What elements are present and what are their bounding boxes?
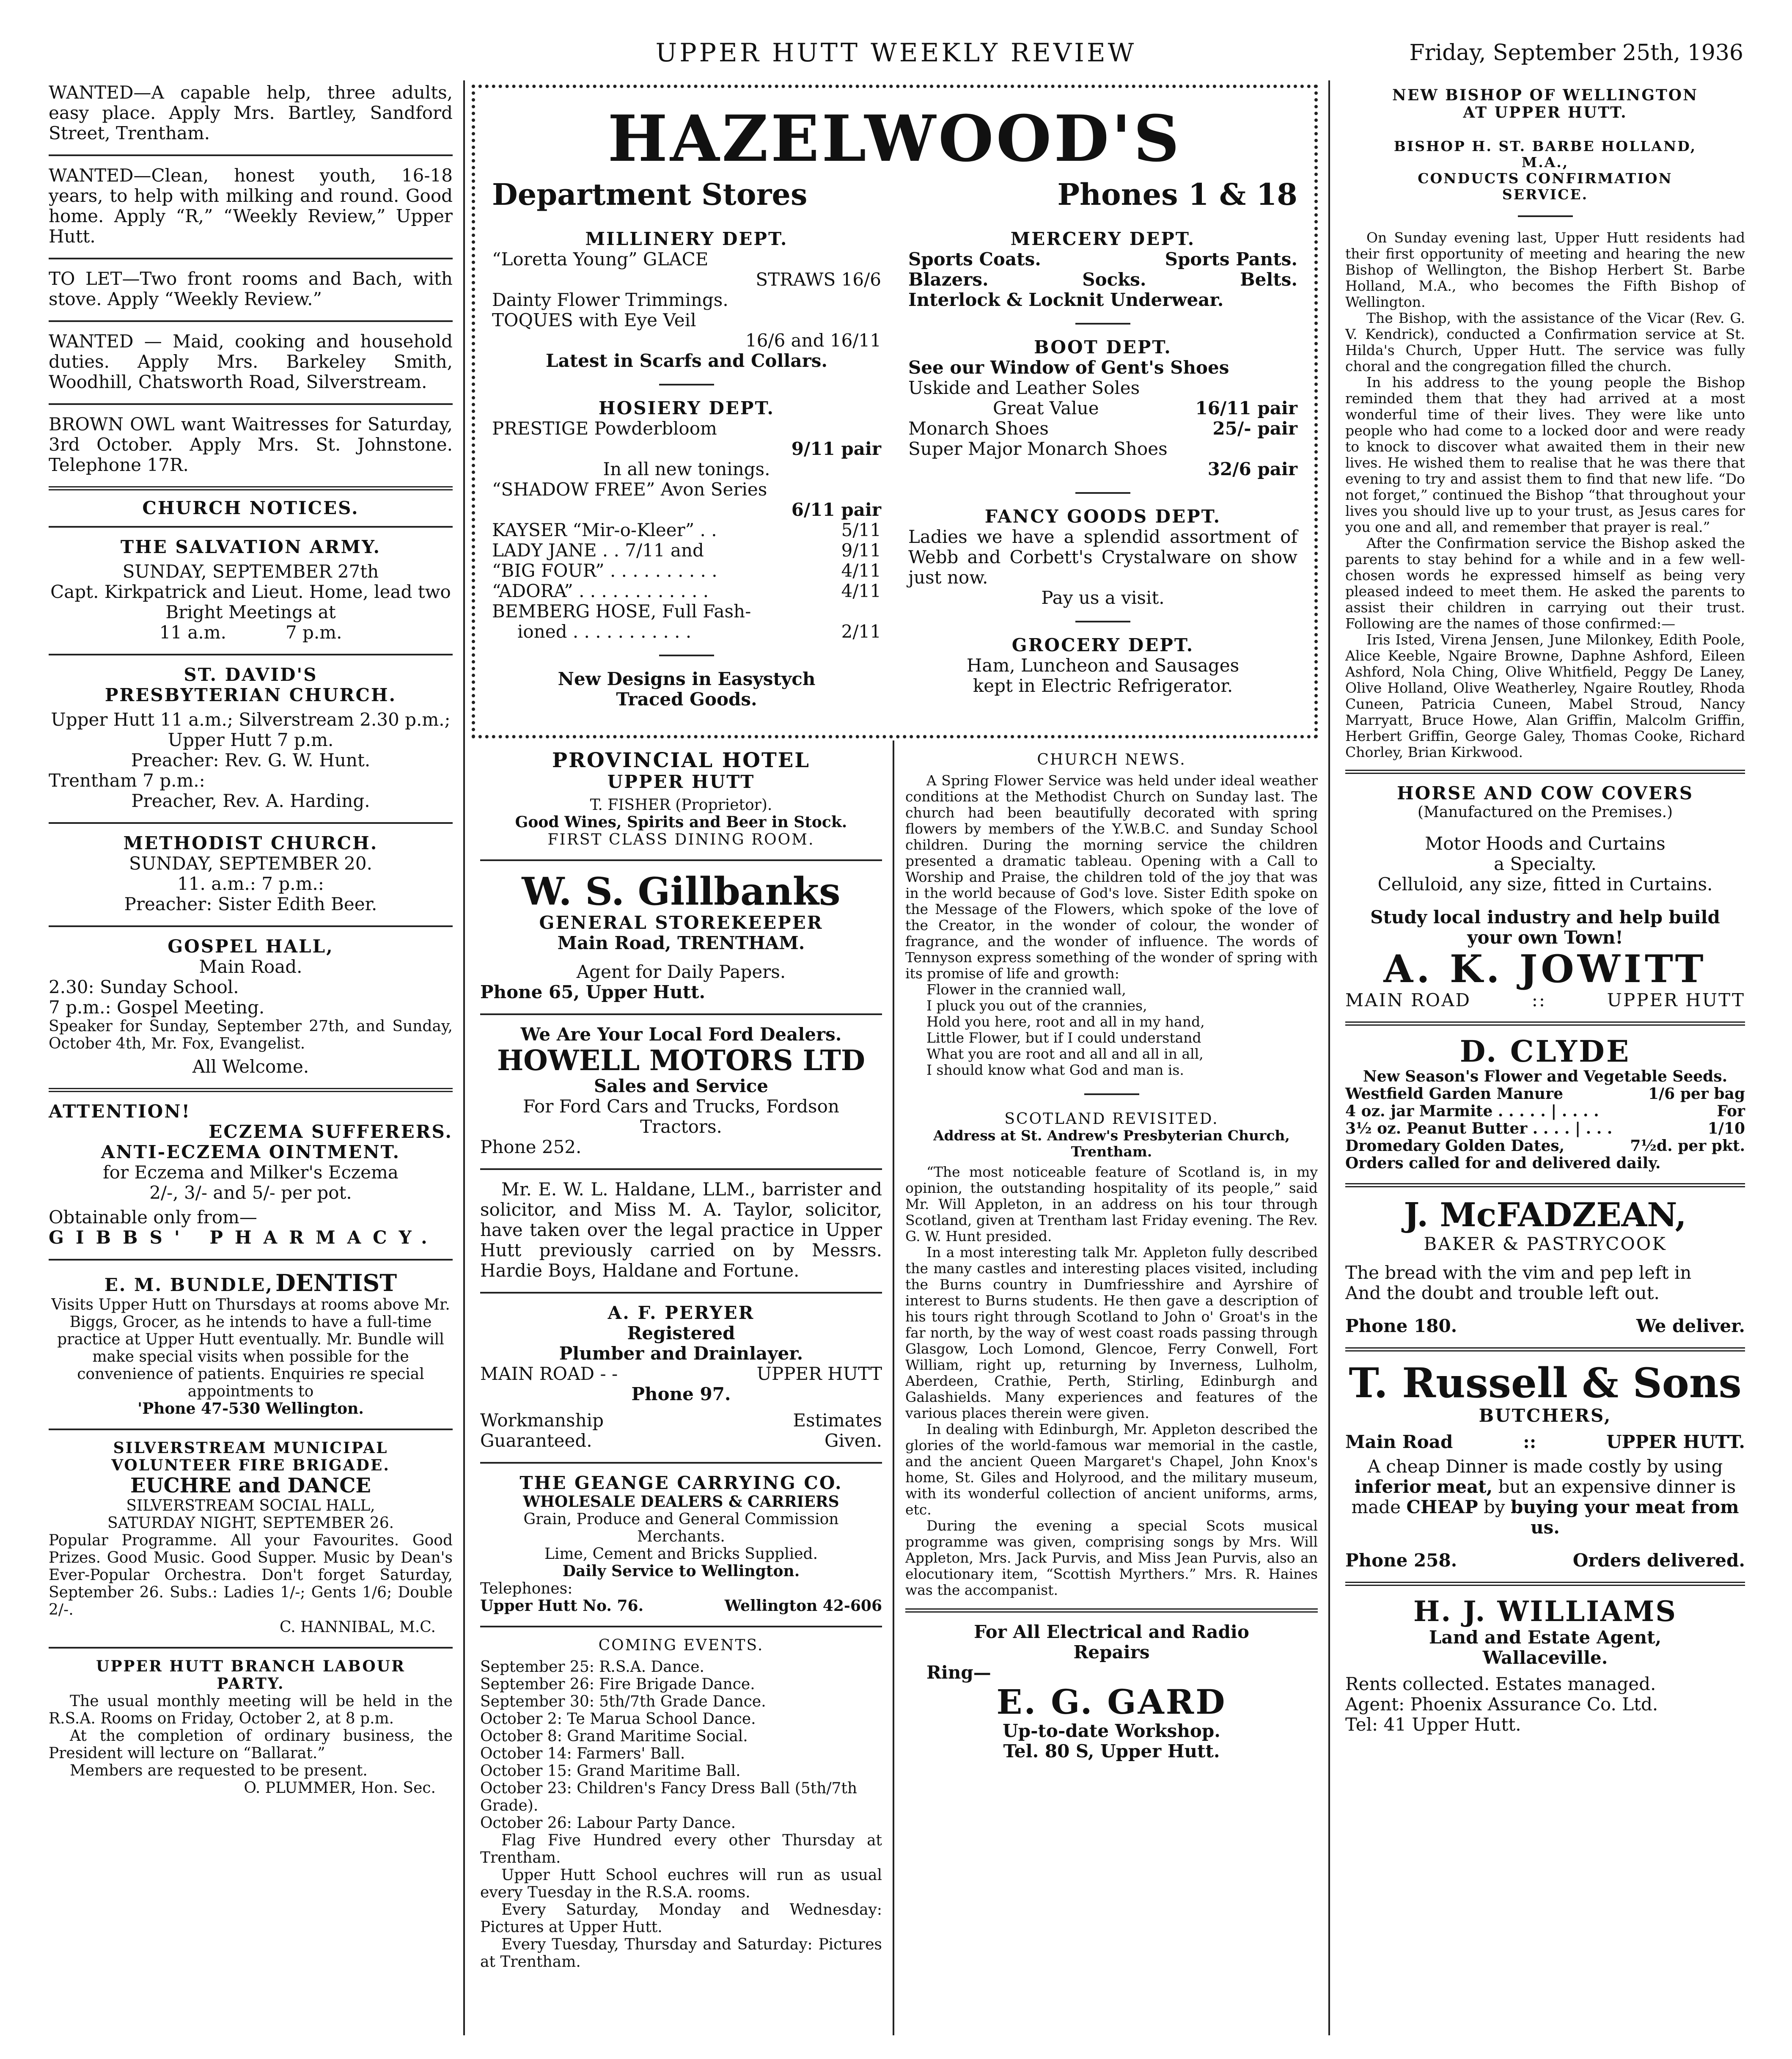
dept-item: Sports Pants.: [1165, 249, 1297, 270]
notice-text: All Welcome.: [192, 1056, 309, 1077]
ad-line: GIBBS' PHARMACY.: [49, 1227, 439, 1248]
ad-title-part: E. M. BUNDLE,: [104, 1274, 273, 1295]
gard-ad: [905, 1613, 1318, 1773]
ad-line: New Season's Flower and Vegetable Seeds.: [1363, 1068, 1728, 1085]
article-paragraph: In his address to the young people the Bishop reminded them that they had arrived at a most wonderful time of their lives. They were like unto people who had come to a locked door and were ready to knock to discover what awaited them in their new lives. He wished them to realise that he was there that evening to try and assist them to find that new life. “Do not forget,” continued the Bishop “that throughout your lives you should live up to your trust, as Jesus cares for you one and all, and remember that prayer is real.”: [1345, 374, 1745, 535]
ad-title: W. S. Gillbanks: [522, 869, 841, 914]
poem-line: Little Flower, but if I could understand: [926, 1030, 1201, 1046]
ad-line: And the doubt and trouble left out.: [1345, 1283, 1660, 1303]
labour-party-notice: [49, 1649, 453, 1808]
notice-times: 11. a.m.: 7 p.m.:: [177, 873, 324, 894]
notice-date: SUNDAY, SEPTEMBER 27th: [122, 561, 379, 582]
classified-ad: [49, 156, 453, 258]
notice-title: THE SALVATION ARMY.: [120, 537, 381, 557]
price-row: [1345, 1085, 1745, 1103]
poem-line: Flower in the crannied wall,: [926, 981, 1126, 998]
heading-text: CHURCH NOTICES.: [142, 498, 359, 518]
ad-line: Up-to-date Workshop.: [1003, 1720, 1220, 1741]
poem-line: I should know what God and man is.: [926, 1062, 1184, 1078]
notice-text: Preacher: Sister Edith Beer.: [124, 894, 377, 914]
dept-line: “Loretta Young” GLACE: [492, 249, 709, 270]
ad-title: EUCHRE and DANCE: [130, 1474, 371, 1497]
ad-text-part: buying your meat from us.: [1511, 1497, 1739, 1538]
classified-ad: [49, 405, 453, 486]
ad-line: Tel: 41 Upper Hutt.: [1345, 1714, 1521, 1735]
ad-line: Plumber and Drainlayer.: [559, 1343, 803, 1364]
dept-heading: HOSIERY DEPT.: [599, 398, 775, 418]
ad-line: For Ford Cars and Trucks, Fordson Tractors.: [523, 1096, 839, 1137]
mcfadzean-ad: [1345, 1187, 1745, 1347]
dept-heading: BOOT DEPT.: [1034, 337, 1172, 358]
russell-ad: [1345, 1352, 1745, 1582]
time-1: 11 a.m.: [159, 622, 226, 643]
article-subheading: Address at St. Andrew's Presbyterian Church, Trentham.: [933, 1127, 1290, 1160]
ad-text-part: inferior meat,: [1354, 1476, 1493, 1497]
dept-line: Pay us a visit.: [1041, 587, 1165, 608]
dept-line: STRAWS 16/6: [756, 269, 881, 290]
ad-row: [1345, 990, 1745, 1010]
middle-left-column: [480, 745, 882, 1982]
ad-line: Workmanship: [480, 1410, 604, 1431]
notice-text: Preacher: Rev. G. W. Hunt.: [131, 750, 371, 771]
ad-line: ::: [1523, 1431, 1536, 1452]
ad-line: Sales and Service: [594, 1076, 769, 1096]
ad-line: 2/-, 3/- and 5/- per pot.: [149, 1182, 352, 1203]
ad-row: [1345, 1550, 1745, 1571]
ad-row: [480, 1597, 882, 1615]
dept-line: Uskide and Leather Soles: [908, 377, 1140, 398]
time-2: 7 p.m.: [285, 622, 342, 643]
event-item: Flag Five Hundred every other Thursday at Trentham.: [480, 1832, 882, 1866]
price-row: [908, 418, 1297, 439]
article-heading: NEW BISHOP OF WELLINGTON: [1392, 86, 1699, 104]
dept-text: Ladies we have a splendid assortment of Webb and Corbett's Crystalware on show just now.: [908, 526, 1297, 588]
ad-line: GENERAL STOREKEEPER: [539, 912, 823, 933]
ad-line: Wellington 42-606: [724, 1597, 882, 1615]
notice-text: Speaker for Sunday, September 27th, and Sunday, October 4th, Mr. Fox, Evangelist.: [49, 1018, 453, 1052]
price-row: [492, 561, 881, 581]
notice-title: ST. DAVID'S: [184, 664, 318, 685]
ad-line: Main Road, TRENTHAM.: [557, 933, 805, 953]
ad-line: Guaranteed.: [480, 1430, 592, 1451]
left-column: [49, 83, 453, 1808]
classified-ad: [49, 322, 453, 403]
dept-item: Sports Coats.: [908, 249, 1041, 270]
ad-line: Study local industry and help build: [1370, 907, 1720, 928]
ad-title: HOWELL MOTORS LTD: [497, 1044, 866, 1077]
price-row: [908, 398, 1297, 418]
ad-line: for Eczema and Milker's Eczema: [103, 1162, 399, 1183]
item-price: 4/11: [841, 581, 881, 601]
article-paragraph: In a most interesting talk Mr. Appleton fully described the many castles and interesting places visited, including the Burns country in Dumfriesshire and Ayrshire of interest to Burns students. He then gave a description of his tours right through Scotland to John o' Groat's in the far north, by the way of west coast roads passing through Glasgow, Loch Lomond, Glencoe, Ferry Conwell, Fort William, right up, returning by Inverness, Lulholm, Aberdeen, Crathie, Perth, Stirling, Edinburgh and Galashields. Many experiences and features of the various places therein were given.: [905, 1244, 1318, 1421]
event-item: October 15: Grand Maritime Ball.: [480, 1762, 741, 1780]
ad-line: MAIN ROAD: [1345, 990, 1471, 1010]
item-name: LADY JANE . . 7/11 and: [492, 540, 704, 561]
ad-row: [1345, 1316, 1745, 1336]
dept-line: 16/6 and 16/11: [745, 330, 881, 351]
provincial-hotel-ad: [480, 745, 882, 859]
gospel-hall-notice: [49, 927, 453, 1088]
dept-heading: MILLINERY DEPT.: [585, 228, 788, 249]
dept-line: Super Major Monarch Shoes: [908, 438, 1168, 459]
ad-text-part: CHEAP: [1406, 1497, 1478, 1517]
ad-title: A. K. JOWITT: [1383, 947, 1707, 991]
haldane-notice: [480, 1170, 882, 1292]
item-name: “ADORA” . . . . . . . . . . . .: [492, 581, 709, 601]
ad-line: Agent: Phoenix Assurance Co. Ltd.: [1345, 1694, 1658, 1715]
price-row: [492, 581, 881, 601]
poem-line: Hold you here, root and all in my hand,: [926, 1013, 1205, 1030]
ad-line: Telephones:: [480, 1580, 573, 1597]
ad-row: [1345, 1432, 1745, 1452]
jowitt-ad: [1345, 774, 1745, 1021]
dept-heading: GROCERY DEPT.: [1011, 635, 1194, 655]
dept-item: Socks.: [1082, 269, 1146, 290]
ad-line: Phone 252.: [480, 1137, 582, 1157]
ad-line: For All Electrical and Radio: [974, 1621, 1249, 1642]
dept-line: BEMBERG HOSE, Full Fash-: [492, 601, 751, 622]
ad-line: We deliver.: [1636, 1316, 1745, 1336]
ad-text-part: by: [1484, 1497, 1505, 1517]
ad-line: Wallaceville.: [1482, 1647, 1608, 1668]
dept-item: Blazers.: [908, 269, 989, 290]
ad-title: E. G. GARD: [996, 1682, 1227, 1722]
peryer-ad: [480, 1294, 882, 1462]
notice-date: SUNDAY, SEPTEMBER 20.: [129, 853, 372, 874]
classified-text: TO LET—Two front rooms and Bach, with stove. Apply “Weekly Review.”: [49, 268, 453, 309]
ad-line: Ring—: [926, 1662, 991, 1683]
right-column: [1345, 87, 1745, 1746]
event-item: October 2: Te Marua School Dance.: [480, 1710, 756, 1728]
ad-line: WHOLESALE DEALERS & CARRIERS: [523, 1493, 839, 1511]
dept-line: Latest in Scarfs and Collars.: [546, 350, 827, 371]
ad-text: Visits Upper Hutt on Thursdays at rooms above Mr. Biggs, Grocer, as he intends to have a full-time practice at Upper Hutt eventually. Mr. Bundle will make special visits when possible for the convenience of patients. Enquiries re special appointments to: [51, 1296, 450, 1400]
store-name: HAZELWOOD'S: [607, 102, 1182, 176]
ad-line: Tel. 80 S, Upper Hutt.: [1003, 1741, 1220, 1762]
item-price: 7½d. per pkt.: [1630, 1137, 1745, 1155]
price-row: [1345, 1103, 1745, 1120]
coming-events: [480, 1627, 882, 1982]
salvation-army-notice: [49, 528, 453, 654]
event-item: Every Tuesday, Thursday and Saturday: Pictures at Trentham.: [480, 1936, 882, 1971]
section-heading: CHURCH NEWS.: [1037, 751, 1186, 768]
dept-line: Dainty Flower Trimmings.: [492, 289, 728, 310]
ad-line: FIRST CLASS DINING ROOM.: [547, 831, 815, 848]
dept-line: Ham, Luncheon and Sausages: [966, 655, 1240, 676]
price-row: [492, 622, 881, 642]
dept-line: 32/6 pair: [1207, 459, 1297, 479]
classified-ad: [49, 259, 453, 320]
ad-line: Repairs: [1073, 1642, 1150, 1663]
store-subheading: [492, 177, 1297, 212]
masthead-title: UPPER HUTT WEEKLY REVIEW: [655, 38, 1137, 68]
dept-line: 9/11 pair: [791, 438, 881, 459]
item-price: 4/11: [841, 560, 881, 581]
item-name: “BIG FOUR” . . . . . . . . . .: [492, 560, 717, 581]
notice-title: METHODIST CHURCH.: [123, 833, 378, 853]
column-divider-2: [1328, 80, 1330, 2035]
article-paragraph: A Spring Flower Service was held under ideal weather conditions at the Methodist Church on Sunday last. The church had been beautifully decorated with spring flowers by members of the Y.W.B.C. and Sunday School children. During the morning service the children presented a dramatic tableau. Opening with a Call to Worship and Praise, the children told of the joy that was in the world because of God's love. Sister Edith spoke on the Message of the Flowers, which spoke of the love of the Creator, in the wonder of colour, the wonder of fragrance, and the wonder of influence. The words of Tennyson express something of the wonder of spring with its promise of life and growth:: [905, 772, 1318, 982]
ad-title: A. F. PERYER: [607, 1302, 755, 1323]
clyde-ad: [1345, 1026, 1745, 1183]
ad-line: ECZEMA SUFFERERS.: [209, 1121, 453, 1142]
notice-title: UPPER HUTT BRANCH LABOUR: [96, 1657, 406, 1675]
ad-title: UPPER HUTT: [607, 771, 755, 792]
classified-text: WANTED — Maid, cooking and household duties. Apply Mrs. Barkeley Smith, Woodhill, Chatsworth Road, Silverstream.: [49, 331, 453, 392]
ad-line: Upper Hutt No. 76.: [480, 1597, 644, 1615]
article-subheading: SERVICE.: [1502, 186, 1589, 203]
notice-text: At the completion of ordinary business, the President will lecture on “Ballarat.”: [49, 1727, 453, 1762]
item-name: 3½ oz. Peanut Butter . . . . | . . .: [1345, 1120, 1613, 1137]
ad-line: Phone 180.: [1345, 1316, 1457, 1336]
item-name: Westfield Garden Manure: [1345, 1085, 1563, 1103]
scotland-article: [905, 1110, 1318, 1598]
poem: [905, 982, 1318, 1078]
notice-text: 2.30: Sunday School.: [49, 977, 239, 997]
dept-line: “SHADOW FREE” Avon Series: [492, 479, 767, 500]
middle-right-column: [905, 751, 1318, 1773]
ad-line: Phone 65, Upper Hutt.: [480, 982, 706, 1002]
ad-line: UPPER HUTT: [1607, 990, 1745, 1010]
price-row: [492, 520, 881, 540]
ad-line: BUTCHERS,: [1479, 1405, 1612, 1426]
item-price: 2/11: [841, 621, 881, 642]
item-name: KAYSER “Mir-o-Kleer” . .: [492, 520, 717, 540]
ad-title: HORSE AND COW COVERS: [1396, 783, 1694, 804]
eczema-ad: [49, 1092, 453, 1259]
notice-text: The usual monthly meeting will be held in the R.S.A. Rooms on Friday, October 2, at 8 p.m.: [49, 1693, 453, 1727]
dept-line: PRESTIGE Powderbloom: [492, 418, 717, 439]
ad-line: SILVERSTREAM SOCIAL HALL,: [126, 1497, 375, 1514]
classified-ad: [49, 83, 453, 154]
ad-line: BAKER & PASTRYCOOK: [1424, 1233, 1667, 1254]
ad-line: Orders delivered.: [1572, 1550, 1745, 1571]
ad-line: Land and Estate Agent,: [1429, 1627, 1662, 1648]
article-heading: AT UPPER HUTT.: [1463, 104, 1627, 121]
dept-line: In all new tonings.: [603, 459, 770, 479]
hazelwoods-left-column: [492, 229, 881, 710]
ad-title: PROVINCIAL HOTEL: [552, 749, 811, 772]
dept-line: See our Window of Gent's Shoes: [908, 357, 1229, 378]
event-item: September 26: Fire Brigade Dance.: [480, 1676, 755, 1693]
howell-motors-ad: [480, 1015, 882, 1168]
item-price: 5/11: [841, 520, 881, 540]
column-divider-3: [893, 740, 894, 2035]
dept-heading: FANCY GOODS DEPT.: [984, 506, 1221, 527]
events-list: [480, 1658, 882, 1971]
ad-title: SILVERSTREAM MUNICIPAL: [113, 1439, 388, 1457]
article-paragraph: After the Confirmation service the Bishop asked the parents to stay behind for a while and in a few well-chosen words he expressed himself as being very pleased indeed to meet them. He asked the parents to assist their children in carrying out their trust. Following are the names of those confirmed:—: [1345, 535, 1745, 632]
event-item: October 14: Farmers' Ball.: [480, 1745, 685, 1762]
classified-text: BROWN OWL want Waitresses for Saturday, 3rd October. Apply Mrs. St. Johnstone. Telephone 17R.: [49, 414, 453, 475]
event-item: Upper Hutt School euchres will run as usual every Tuesday in the R.S.A. rooms.: [480, 1866, 882, 1901]
silverstream-ad: [49, 1430, 453, 1647]
dept-line: kept in Electric Refrigerator.: [973, 675, 1233, 696]
ad-signature: C. HANNIBAL, M.C.: [279, 1619, 436, 1636]
price-row: [492, 540, 881, 561]
hazelwoods-ad: [472, 85, 1318, 738]
williams-ad: [1345, 1586, 1745, 1746]
item-name: Dromedary Golden Dates,: [1345, 1137, 1565, 1155]
notice-text: Mr. E. W. L. Haldane, LLM., barrister and solicitor, and Miss M. A. Taylor, solicitor, have taken over the legal practice in Upper Hutt previously carried on by Messrs. Hardie Boys, Haldane and Fortune.: [480, 1179, 882, 1281]
ad-line: (Manufactured on the Premises.): [1417, 804, 1673, 821]
ad-line: Phone 258.: [1345, 1550, 1457, 1571]
dept-row: [908, 270, 1297, 290]
item-price: 16/11 pair: [1195, 398, 1297, 418]
price-row: [1345, 1120, 1745, 1137]
ad-line: Motor Hoods and Curtains: [1425, 833, 1666, 854]
ad-line: UPPER HUTT: [756, 1363, 882, 1384]
ad-row: [480, 1410, 882, 1431]
notice-text: 7 p.m.: Gospel Meeting.: [49, 997, 265, 1018]
notice-title: PRESBYTERIAN CHURCH.: [104, 685, 397, 705]
section-heading: COMING EVENTS.: [598, 1637, 764, 1654]
classified-text: WANTED—Clean, honest youth, 16-18 years, to help with milking and round. Good home. Apply “R,” “Weekly Review,” Upper Hutt.: [49, 165, 453, 247]
dept-line: Traced Goods.: [616, 689, 757, 710]
dept-line: 6/11 pair: [791, 499, 881, 520]
ad-title: H. J. WILLIAMS: [1413, 1595, 1677, 1628]
ad-line: We Are Your Local Ford Dealers.: [520, 1024, 842, 1045]
ad-line: T. FISHER (Proprietor).: [590, 796, 772, 814]
notice-title: PARTY.: [217, 1675, 285, 1693]
poem-line: What you are root and all and all in all,: [926, 1046, 1204, 1062]
ad-line: Celluloid, any size, fitted in Curtains.: [1377, 874, 1713, 895]
article-heading: SCOTLAND REVISITED.: [1004, 1110, 1219, 1128]
ad-line: UPPER HUTT.: [1606, 1431, 1745, 1452]
ad-line: SATURDAY NIGHT, SEPTEMBER 26.: [107, 1514, 394, 1532]
ad-line: a Specialty.: [1494, 853, 1597, 874]
ad-line: Grain, Produce and General Commission Merchants.: [523, 1511, 839, 1545]
ad-line: Good Wines, Spirits and Beer in Stock.: [515, 813, 847, 831]
dept-row: [908, 249, 1297, 270]
ad-title: D. CLYDE: [1459, 1034, 1631, 1069]
hazelwoods-right-column: [908, 229, 1297, 710]
event-item: September 30: 5th/7th Grade Dance.: [480, 1693, 766, 1710]
dept-line: TOQUES with Eye Veil: [492, 310, 696, 330]
ad-row: [480, 1431, 882, 1451]
article-paragraph: On Sunday evening last, Upper Hutt residents had their first opportunity of meeting and hearing the new Bishop of Wellington, the Bishop Herbert St. Barbe Holland, M.A., who becomes the Fifth Bishop of Wellington.: [1345, 229, 1745, 310]
ad-text-part: A cheap Dinner is made costly by using: [1367, 1456, 1723, 1477]
article-paragraph: During the evening a special Scots musical programme was given, comprising songs by Mrs. Will Appleton, Mrs. Jack Purvis, and Miss Jean Purvis, also an elocutionary item, “Scottish Myrthers.” Mrs. R. Haines was the accompanist.: [905, 1517, 1318, 1598]
store-tagline: Department Stores: [492, 177, 808, 212]
classified-text: WANTED—A capable help, three adults, easy place. Apply Mrs. Bartley, Sandford Street, Trentham.: [49, 82, 453, 143]
store-phones: Phones 1 & 18: [1057, 177, 1297, 212]
event-item: September 25: R.S.A. Dance.: [480, 1658, 704, 1676]
dept-line: New Designs in Easystych: [558, 669, 816, 689]
item-price: For: [1717, 1102, 1745, 1120]
article-subheading: BISHOP H. ST. BARBE HOLLAND,: [1393, 138, 1697, 154]
church-news: [905, 751, 1318, 1078]
methodist-notice: [49, 824, 453, 925]
ad-title-part: DENTIST: [275, 1269, 397, 1297]
item-name: Great Value: [993, 398, 1099, 418]
article-paragraph: Iris Isted, Virena Jensen, June Milonkey, Edith Poole, Alice Keeble, Ngaire Browne, Daphne Ashford, Eileen Ashford, Nola Ching, Olive Whitfield, Peggy De Laney, Olive Holland, Olive Weatherley, Ngaire Routley, Rhoda Cuneen, Patricia Cuneen, Mabel Stroud, Nancy Marryatt, Bruce Howe, Alan Griffin, Malcolm Griffin, Herbert Griffin, George Galey, Thomas Cooke, Richard Chorley, Brian Kirkwood.: [1345, 631, 1745, 760]
ad-line: MAIN ROAD - -: [480, 1363, 618, 1384]
ad-line: The bread with the vim and pep left in: [1345, 1262, 1692, 1283]
ad-line: Orders called for and delivered daily.: [1345, 1154, 1661, 1172]
notice-times: [49, 622, 453, 643]
ad-line: ANTI-ECZEMA OINTMENT.: [101, 1142, 401, 1162]
notice-text: Preacher, Rev. A. Harding.: [131, 790, 370, 811]
poem-line: I pluck you out of the crannies,: [926, 997, 1147, 1014]
column-divider-1: [463, 80, 465, 2035]
ad-line: Phone 97.: [631, 1384, 731, 1404]
item-price: 1/6 per bag: [1648, 1085, 1745, 1103]
bundle-dentist-ad: [49, 1261, 453, 1429]
ad-title: J. McFADZEAN,: [1404, 1196, 1687, 1234]
notice-text: Members are requested to be present.: [70, 1762, 368, 1779]
ad-line: Obtainable only from—: [49, 1207, 257, 1228]
notice-text: Capt. Kirkpatrick and Lieut. Home, lead two Bright Meetings at: [50, 581, 451, 622]
item-price: 9/11: [841, 540, 881, 561]
ad-row: [480, 1364, 882, 1384]
ad-line: Lime, Cement and Bricks Supplied.: [544, 1545, 818, 1563]
event-item: October 23: Children's Fancy Dress Ball (5th/7th Grade).: [480, 1780, 858, 1814]
church-notices-heading: [49, 490, 453, 526]
masthead-date: Friday, September 25th, 1936: [1409, 40, 1743, 66]
ad-line: Given.: [825, 1430, 882, 1451]
price-row: [1345, 1137, 1745, 1155]
article-subheading: CONDUCTS CONFIRMATION: [1418, 170, 1673, 187]
geange-ad: [480, 1464, 882, 1626]
notice-text: Main Road.: [199, 956, 302, 977]
st-davids-notice: [49, 655, 453, 822]
ad-text: Popular Programme. All your Favourites. Good Prizes. Good Music. Good Supper. Music by Dean's Ever-Popular Orchestra. Don't forget Saturday, September 26. Subs.: Ladies 1/-; Gents 1/6; Double 2/-.: [49, 1532, 453, 1619]
ad-text-part: but an expensive dinner is made: [1351, 1476, 1736, 1517]
article-subheading: M.A.,: [1521, 154, 1569, 171]
bishop-article: [1345, 87, 1745, 760]
ad-title: THE GEANGE CARRYING CO.: [519, 1473, 843, 1493]
ad-title: [49, 1270, 453, 1296]
dept-line: Interlock & Locknit Underwear.: [908, 289, 1224, 310]
ad-title: VOLUNTEER FIRE BRIGADE.: [111, 1456, 390, 1474]
notice-text: Trentham 7 p.m.:: [49, 770, 205, 791]
ad-line: Daily Service to Wellington.: [562, 1562, 800, 1580]
item-price: 25/- pair: [1212, 418, 1297, 439]
dept-item: Belts.: [1240, 269, 1297, 290]
ad-line: Registered: [627, 1323, 735, 1343]
event-item: October 8: Grand Maritime Social.: [480, 1728, 748, 1745]
notice-title: GOSPEL HALL,: [168, 936, 334, 957]
dept-heading: MERCERY DEPT.: [1010, 228, 1196, 249]
ad-title: T. Russell & Sons: [1349, 1359, 1742, 1407]
ad-line: Estimates: [793, 1410, 882, 1431]
notice-text: Upper Hutt 11 a.m.; Silverstream 2.30 p.m.; Upper Hutt 7 p.m.: [51, 709, 451, 750]
article-paragraph: The Bishop, with the assistance of the Vicar (Rev. G. V. Kendrick), conducted a Confirmation service at St. Hilda's Church, Upper Hutt. The service was fully choral and the congregation filled the church.: [1345, 310, 1745, 374]
item-name: ioned . . . . . . . . . . .: [517, 621, 692, 642]
item-price: 1/10: [1707, 1120, 1745, 1137]
ad-line: Rents collected. Estates managed.: [1345, 1674, 1656, 1694]
ad-text: [1345, 1456, 1745, 1538]
item-name: 4 oz. jar Marmite . . . . . | . . . .: [1345, 1102, 1599, 1120]
item-name: Monarch Shoes: [908, 418, 1049, 439]
ad-line: your own Town!: [1467, 927, 1623, 948]
article-paragraph: In dealing with Edinburgh, Mr. Appleton described the glories of the world-famous war memorial in the castle, and the ancient Queen Margaret's Chapel, John Knox's home, St. Giles and Holyrood, and the military museum, with its wonderful collection of ancient uniforms, arms, etc.: [905, 1421, 1318, 1518]
ad-line: Main Road: [1345, 1431, 1453, 1452]
article-paragraph: “The most noticeable feature of Scotland is, in my opinion, the outstanding hospitality of its people,” said Mr. Will Appleton, in an address on his tour through Scotland, given at Trentham last Friday evening. The Rev. G. W. Hunt presided.: [905, 1164, 1318, 1244]
event-item: Every Saturday, Monday and Wednesday: Pictures at Upper Hutt.: [480, 1901, 882, 1936]
ad-line: ATTENTION!: [49, 1101, 191, 1122]
ad-line: Agent for Daily Papers.: [576, 961, 786, 982]
event-item: October 26: Labour Party Dance.: [480, 1814, 736, 1832]
notice-signature: O. PLUMMER, Hon. Sec.: [244, 1779, 436, 1797]
ad-line: ::: [1531, 990, 1546, 1010]
gillbanks-ad: [480, 861, 882, 1013]
ad-phone: 'Phone 47-530 Wellington.: [137, 1400, 364, 1418]
